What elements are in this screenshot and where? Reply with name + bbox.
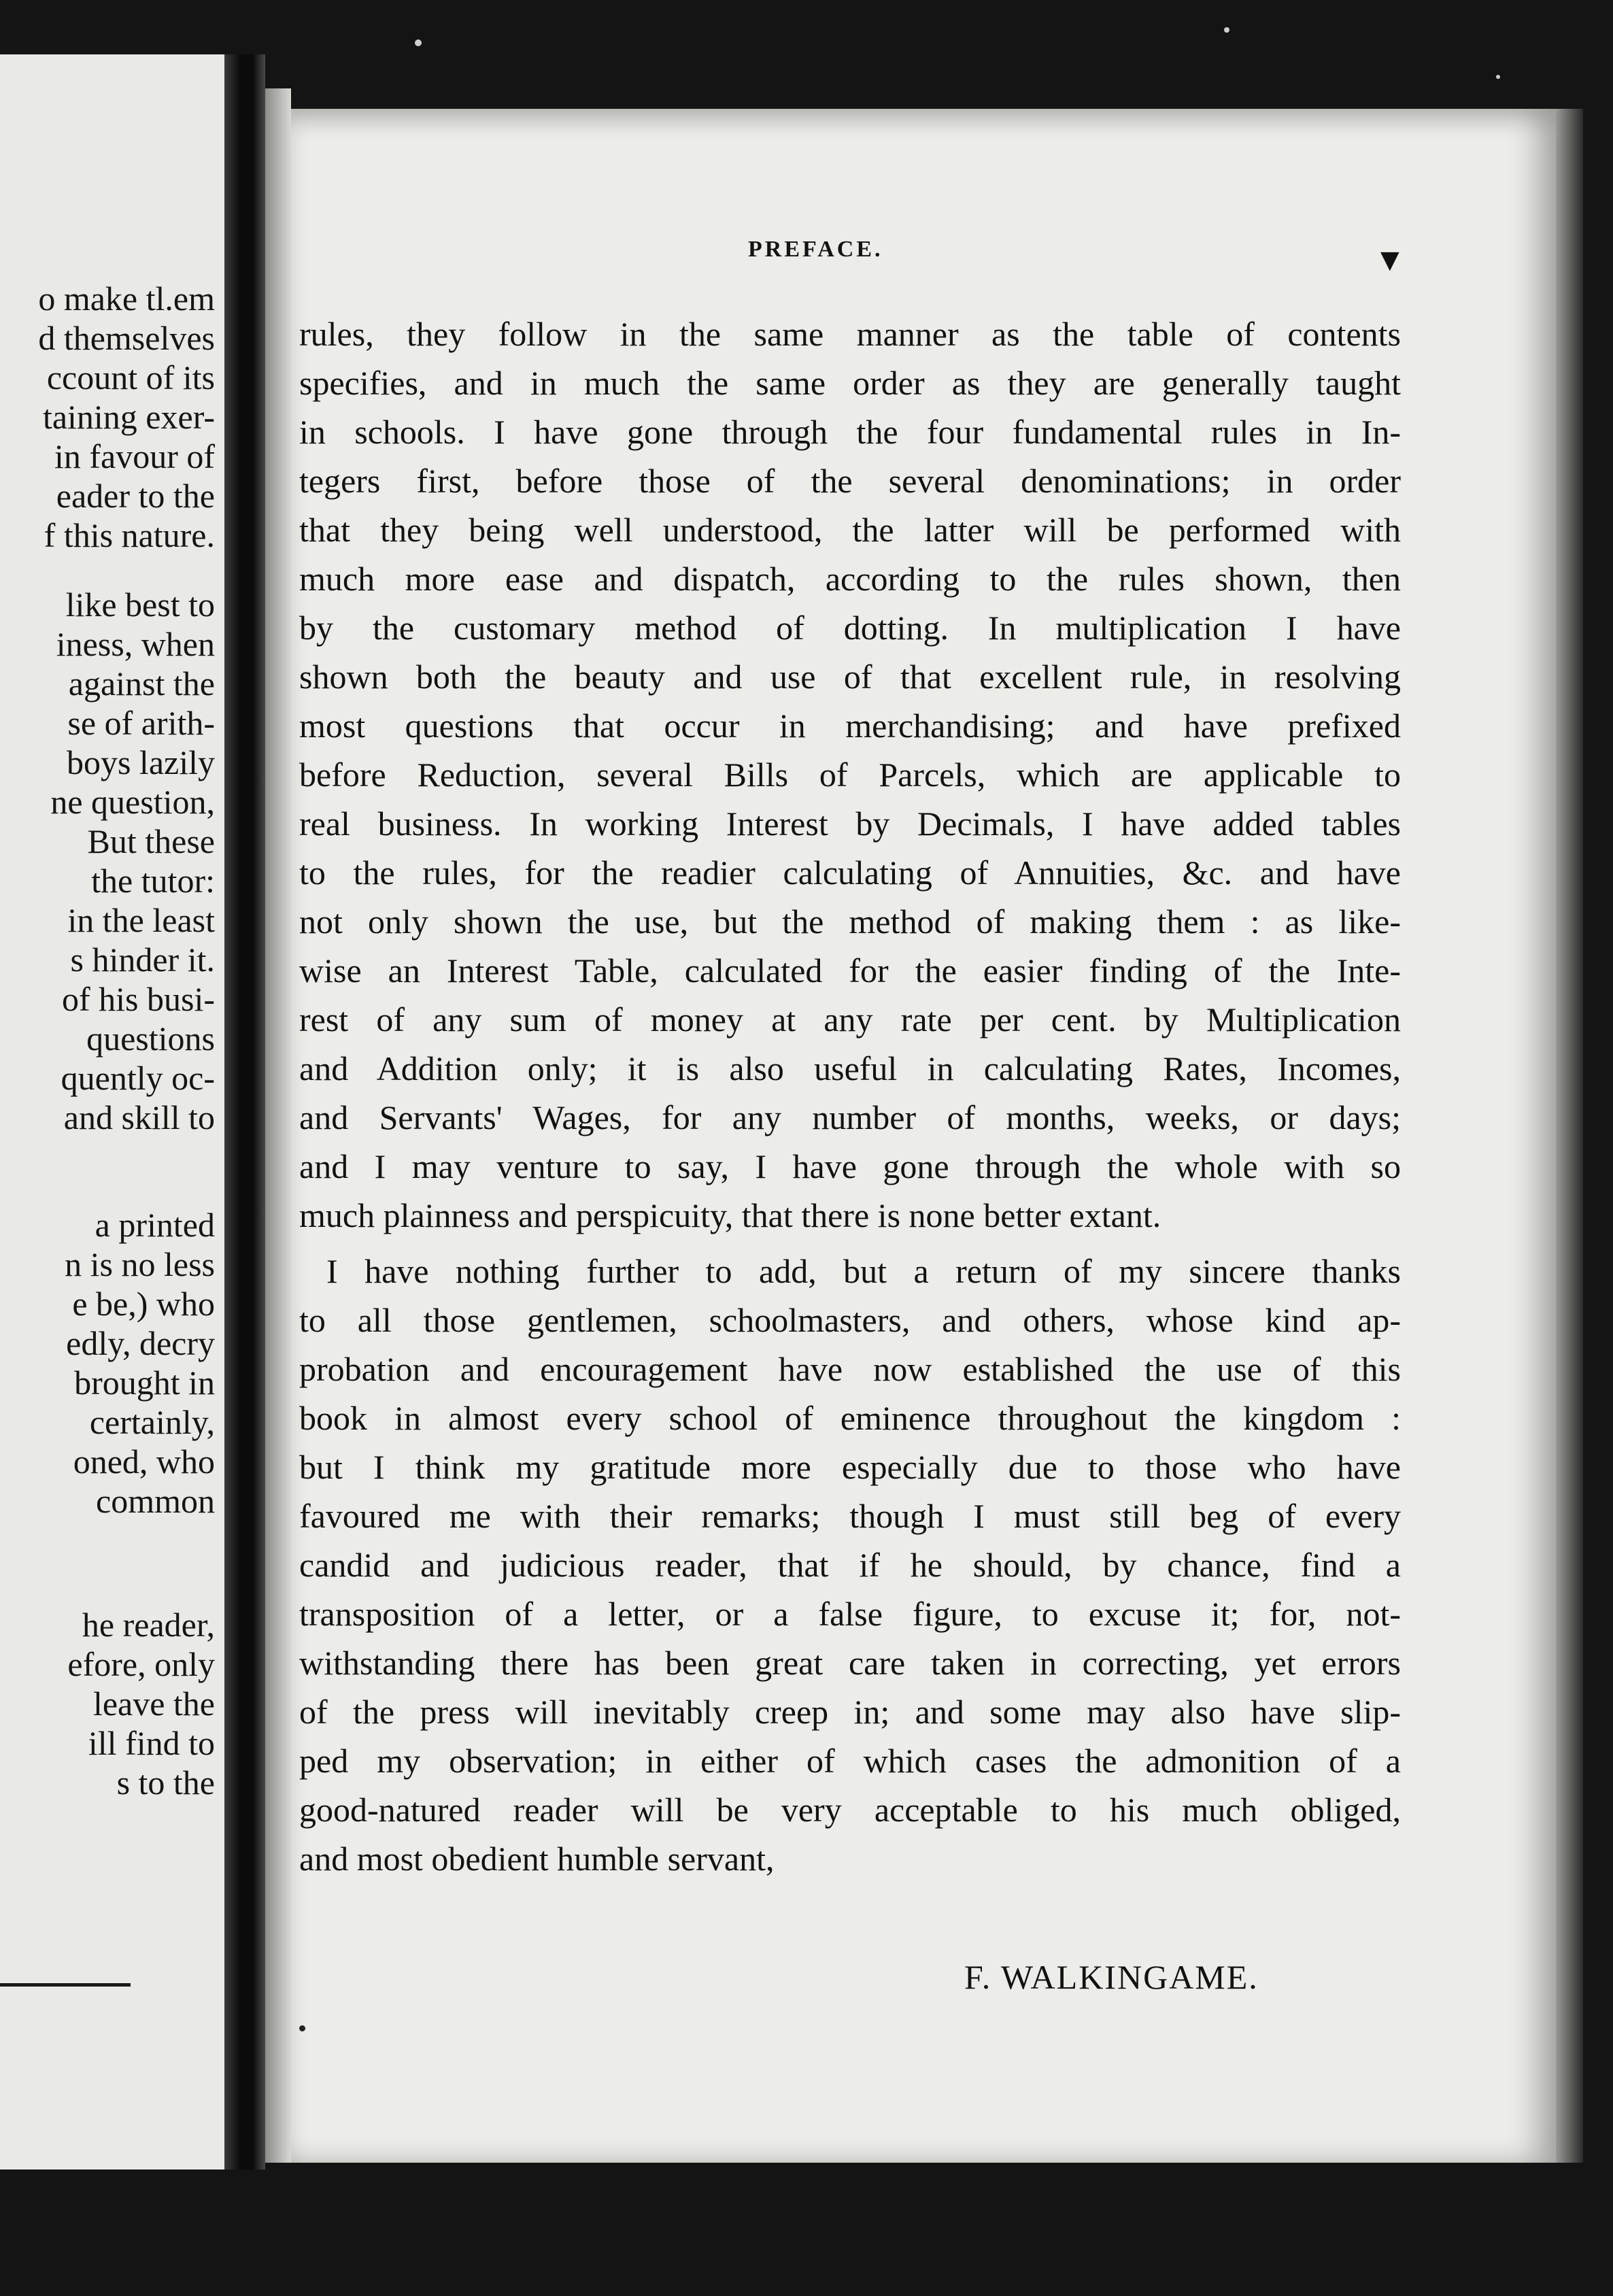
dust-speck (1496, 75, 1500, 79)
text-line: specifies, and in much the same order as they are generally taught (299, 364, 1401, 402)
left-line: quently oc- (61, 1059, 215, 1097)
left-line: e be,) who (72, 1285, 215, 1323)
left-line: ill find to (88, 1724, 215, 1762)
text-line: transposition of a letter, or a false figure, to excuse it; for, not- (299, 1595, 1401, 1633)
text-line: book in almost every school of eminence throughout the kingdom : (299, 1399, 1401, 1437)
text-line: and I may venture to say, I have gone through the whole with so (299, 1147, 1401, 1185)
left-line: iness, when (56, 625, 215, 663)
text-line: before Reduction, several Bills of Parcels, which are applicable to (299, 756, 1401, 794)
left-line: taining exer- (42, 398, 215, 436)
left-line: oned, who (73, 1442, 215, 1481)
left-line: n is no less (65, 1245, 215, 1283)
text-line: but I think my gratitude more especially due to those who have (299, 1448, 1401, 1486)
left-line: like best to (65, 586, 215, 624)
left-line: certainly, (89, 1403, 215, 1441)
book-gutter (224, 54, 265, 2170)
left-line: d themselves (38, 319, 215, 357)
text-line: to all those gentlemen, schoolmasters, and others, whose kind ap- (299, 1301, 1401, 1339)
text-line: I have nothing further to add, but a return of my sincere thanks (326, 1252, 1401, 1290)
text-line: candid and judicious reader, that if he should, by chance, find a (299, 1546, 1401, 1584)
dust-speck (1224, 27, 1229, 33)
left-line: a printed (95, 1206, 215, 1244)
page-header: PREFACE. (748, 237, 883, 262)
text-line: of the press will inevitably creep in; and some may also have slip- (299, 1693, 1401, 1731)
left-line: But these (87, 822, 215, 860)
left-line: the tutor: (91, 862, 215, 900)
left-line: eader to the (56, 477, 215, 515)
left-line: ne question, (50, 783, 215, 821)
dust-speck (299, 2025, 305, 2031)
left-page-rule (0, 1983, 131, 1987)
left-line: in the least (67, 901, 215, 939)
text-line: much plainness and perspicuity, that there is none better extant. (299, 1196, 1161, 1234)
text-line: withstanding there has been great care taken in correcting, yet errors (299, 1644, 1401, 1682)
left-line: s hinder it. (70, 941, 215, 979)
left-line: efore, only (67, 1645, 215, 1683)
text-line: rest of any sum of money at any rate per cent. by Multiplication (299, 1000, 1401, 1039)
left-line: se of arith- (67, 704, 215, 742)
left-line: common (96, 1482, 215, 1520)
left-line: in favour of (54, 437, 215, 475)
text-line: not only shown the use, but the method of making them : as like- (299, 902, 1401, 941)
left-line: s to the (116, 1763, 215, 1802)
text-line: much more ease and dispatch, according to the rules shown, then (299, 560, 1401, 598)
left-line: brought in (74, 1364, 215, 1402)
left-line: boys lazily (66, 743, 215, 781)
corner-mark-icon: ▼ (1380, 246, 1399, 274)
text-line: good-natured reader will be very acceptable to his much obliged, (299, 1791, 1401, 1829)
text-line: probation and encouragement have now established the use of this (299, 1350, 1401, 1388)
text-line: ped my observation; in either of which cases the admonition of a (299, 1742, 1401, 1780)
text-line: most questions that occur in merchandising; and have prefixed (299, 707, 1401, 745)
dust-speck (415, 39, 422, 46)
left-line: o make tl.em (38, 280, 215, 318)
text-line: shown both the beauty and use of that excellent rule, in resolving (299, 658, 1401, 696)
gutter-shadow (265, 88, 291, 2163)
text-line: to the rules, for the readier calculating of Annuities, &c. and have (299, 854, 1401, 892)
text-line: rules, they follow in the same manner as the table of contents (299, 315, 1401, 353)
text-line: favoured me with their remarks; though I must still beg of every (299, 1497, 1401, 1535)
text-line: wise an Interest Table, calculated for the easier finding of the Inte- (299, 951, 1401, 990)
text-line: and most obedient humble servant, (299, 1840, 775, 1878)
text-line: that they being well understood, the latter will be performed with (299, 511, 1401, 549)
page-edge-shadow (1556, 109, 1583, 2163)
left-line: against the (68, 664, 215, 703)
text-line: by the customary method of dotting. In multiplication I have (299, 609, 1401, 647)
left-line: f this nature. (44, 516, 215, 554)
text-line: and Servants' Wages, for any number of months, weeks, or days; (299, 1098, 1401, 1136)
left-line: questions (86, 1019, 215, 1058)
left-line: ccount of its (46, 358, 215, 396)
text-line: in schools. I have gone through the four fundamental rules in In- (299, 413, 1401, 451)
text-line: tegers first, before those of the several denominations; in order (299, 462, 1401, 500)
text-line: and Addition only; it is also useful in calculating Rates, Incomes, (299, 1049, 1401, 1087)
left-line: he reader, (82, 1606, 215, 1644)
left-line: leave the (92, 1685, 215, 1723)
left-page (0, 54, 224, 2170)
left-line: of his busi- (62, 980, 215, 1018)
text-line: real business. In working Interest by Decimals, I have added tables (299, 805, 1401, 843)
author-signature: F. WALKINGAME. (964, 1958, 1259, 1996)
left-line: and skill to (63, 1098, 215, 1136)
left-line: edly, decry (66, 1324, 215, 1362)
